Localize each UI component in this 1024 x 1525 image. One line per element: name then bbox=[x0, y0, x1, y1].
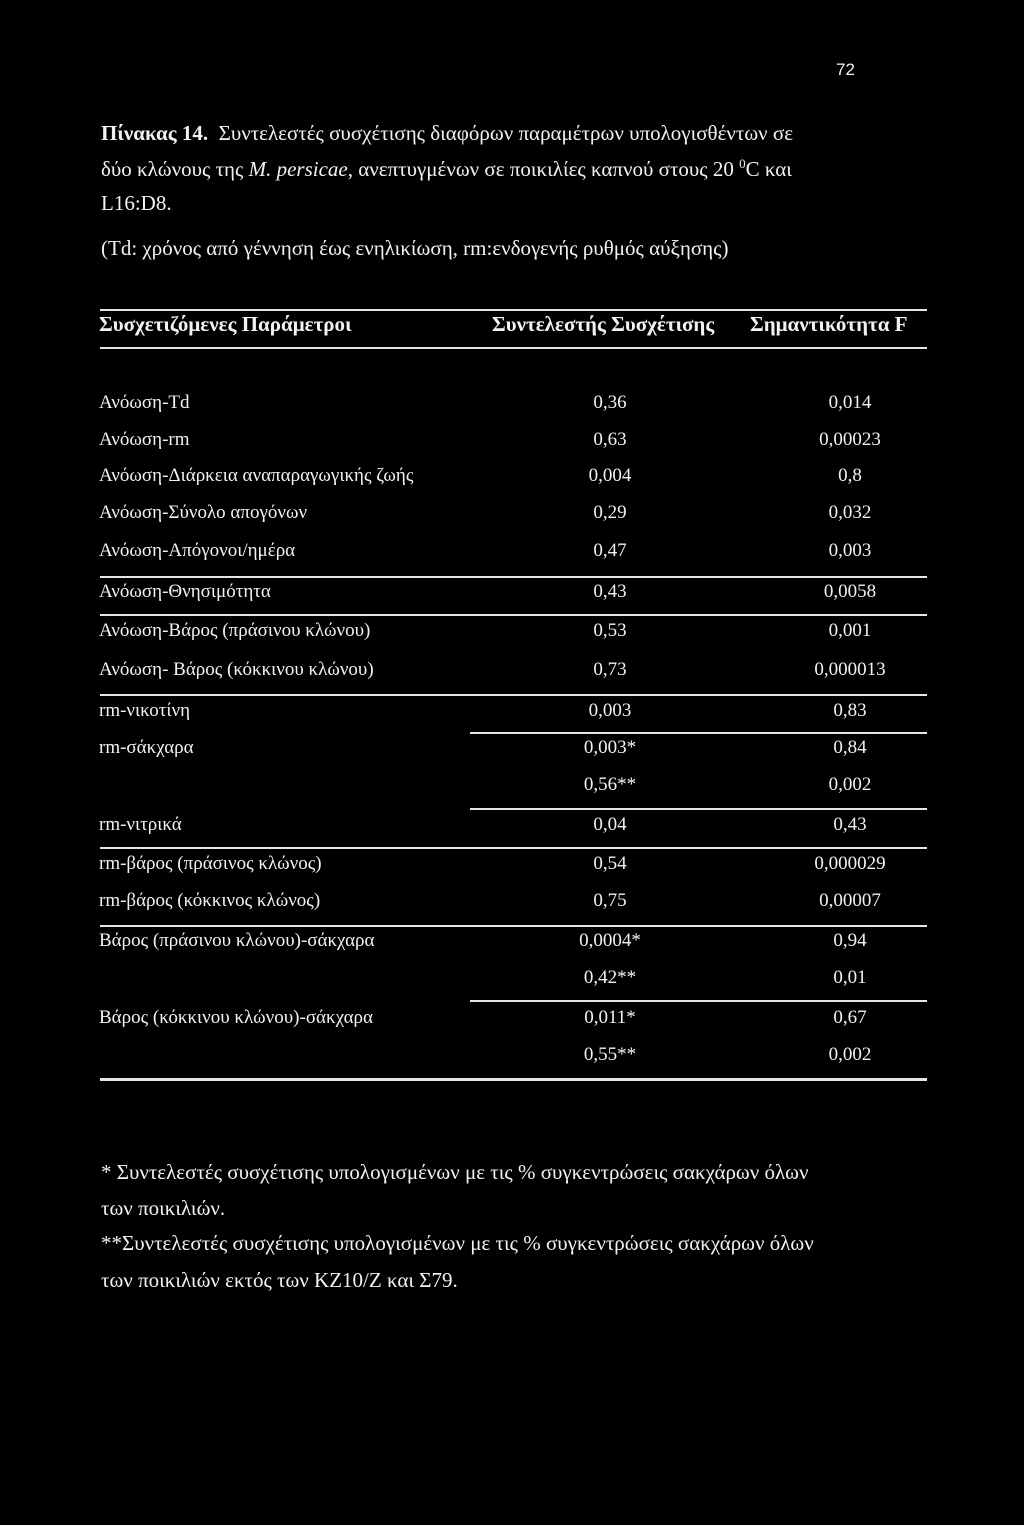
table-caption-line-2 bbox=[101, 156, 792, 182]
row-coef: 0,011* bbox=[584, 1007, 636, 1028]
header-bottom-rule bbox=[100, 347, 927, 349]
row-label: Βάρος (κόκκινου κλώνου)-σάκχαρα bbox=[99, 1007, 373, 1028]
row-label: Βάρος (πράσινου κλώνου)-σάκχαρα bbox=[99, 930, 375, 951]
row-coef: 0,53 bbox=[593, 620, 627, 641]
header-params: Συσχετιζόμενες Παράμετροι bbox=[99, 312, 352, 336]
row-coef: 0,56** bbox=[583, 774, 637, 795]
caption-text-2b: , ανεπτυγμένων σε ποικιλίες καπνού στους 20 bbox=[347, 157, 740, 181]
row-coef: 0,47 bbox=[593, 540, 627, 561]
footnote-1-line-1: * Συντελεστές συσχέτισης υπολογισμένων με τις % συγκεντρώσεις σακχάρων όλων bbox=[101, 1160, 809, 1184]
row-coef: 0,43 bbox=[593, 581, 627, 602]
row-sig: 0,83 bbox=[833, 700, 867, 721]
footnote-2-line-1: **Συντελεστές συσχέτισης υπολογισμένων με τις % συγκεντρώσεις σακχάρων όλων bbox=[101, 1231, 814, 1255]
row-coef: 0,004 bbox=[588, 465, 632, 486]
row-sig: 0,8 bbox=[838, 465, 862, 486]
row-coef: 0,29 bbox=[593, 502, 627, 523]
row-coef: 0,73 bbox=[593, 659, 627, 680]
row-label: Ανόωση-Βάρος (πράσινου κλώνου) bbox=[99, 620, 371, 641]
row-sig: 0,001 bbox=[828, 620, 872, 641]
row-label: rm-νικοτίνη bbox=[99, 700, 191, 721]
row-coef: 0,42** bbox=[583, 967, 637, 988]
row-sig: 0,014 bbox=[828, 392, 872, 413]
row-divider bbox=[100, 694, 927, 696]
caption-text-1: Συντελεστές συσχέτισης διαφόρων παραμέτρων υπολογισθέντων σε bbox=[218, 121, 794, 145]
row-sig: 0,032 bbox=[828, 502, 872, 523]
row-coef: 0,36 bbox=[593, 392, 627, 413]
row-label: rm-βάρος (κόκκινος κλώνος) bbox=[99, 890, 321, 911]
row-divider bbox=[100, 925, 927, 927]
row-label: rm-νιτρικά bbox=[99, 814, 182, 835]
page-number: 72 bbox=[836, 60, 855, 79]
row-label: Ανόωση-Σύνολο απογόνων bbox=[99, 502, 308, 523]
row-coef: 0,04 bbox=[593, 814, 627, 835]
table-label: Πίνακας 14. bbox=[101, 121, 209, 145]
row-sig: 0,01 bbox=[833, 967, 867, 988]
row-divider bbox=[470, 1000, 927, 1002]
row-sig: 0,43 bbox=[833, 814, 867, 835]
row-divider bbox=[470, 732, 927, 734]
row-sig: 0,67 bbox=[833, 1007, 867, 1028]
species-name: M. persicae bbox=[248, 157, 348, 181]
row-label: Ανόωση-rm bbox=[99, 429, 190, 450]
row-coef: 0,0004* bbox=[579, 930, 641, 951]
header-sig: Σημαντικότητα F bbox=[750, 312, 908, 336]
row-label: Ανόωση-Απόγονοι/ημέρα bbox=[99, 540, 296, 561]
footnote-1-line-2: των ποικιλιών. bbox=[101, 1196, 226, 1220]
row-coef: 0,63 bbox=[593, 429, 627, 450]
row-coef: 0,003 bbox=[588, 700, 632, 721]
row-sig: 0,0058 bbox=[823, 581, 877, 602]
row-sig: 0,002 bbox=[828, 1044, 872, 1065]
row-divider bbox=[470, 808, 927, 810]
row-coef: 0,55** bbox=[583, 1044, 637, 1065]
header-coef: Συντελεστής Συσχέτισης bbox=[492, 312, 715, 336]
table-caption-line-3: L16:D8. bbox=[101, 191, 172, 215]
row-sig: 0,003 bbox=[828, 540, 872, 561]
degree-superscript: 0 bbox=[739, 156, 746, 171]
row-coef: 0,75 bbox=[593, 890, 627, 911]
row-sig: 0,000013 bbox=[814, 659, 886, 680]
row-sig: 0,94 bbox=[833, 930, 867, 951]
row-sig: 0,84 bbox=[833, 737, 867, 758]
row-label: Ανόωση-Διάρκεια αναπαραγωγικής ζωής bbox=[99, 465, 414, 486]
row-sig: 0,002 bbox=[828, 774, 872, 795]
table-caption-line-1 bbox=[101, 121, 793, 146]
caption-text-2c: C και bbox=[745, 157, 792, 181]
caption-text-2a: δύο κλώνους της bbox=[101, 157, 249, 181]
table-caption-line-4: (Td: χρόνος από γέννηση έως ενηλικίωση, rm:ενδογενής ρυθμός αύξησης) bbox=[101, 236, 729, 260]
row-divider bbox=[100, 576, 927, 578]
row-sig: 0,00007 bbox=[819, 890, 881, 911]
row-divider bbox=[100, 614, 927, 616]
table-top-rule bbox=[100, 309, 927, 311]
row-coef: 0,54 bbox=[593, 853, 627, 874]
row-label: Ανόωση-Θνησιμότητα bbox=[99, 581, 271, 602]
table-bottom-rule bbox=[100, 1078, 927, 1081]
row-label: Ανόωση- Βάρος (κόκκινου κλώνου) bbox=[99, 659, 374, 680]
row-divider bbox=[100, 847, 927, 849]
row-sig: 0,000029 bbox=[814, 853, 886, 874]
row-label: rm-βάρος (πράσινος κλώνος) bbox=[99, 853, 322, 874]
row-label: rm-σάκχαρα bbox=[99, 737, 194, 758]
footnote-2-line-2: των ποικιλιών εκτός των KZ10/Z και Σ79. bbox=[101, 1268, 458, 1292]
row-label: Ανόωση-Td bbox=[99, 392, 190, 413]
row-coef: 0,003* bbox=[583, 737, 637, 758]
row-sig: 0,00023 bbox=[819, 429, 881, 450]
